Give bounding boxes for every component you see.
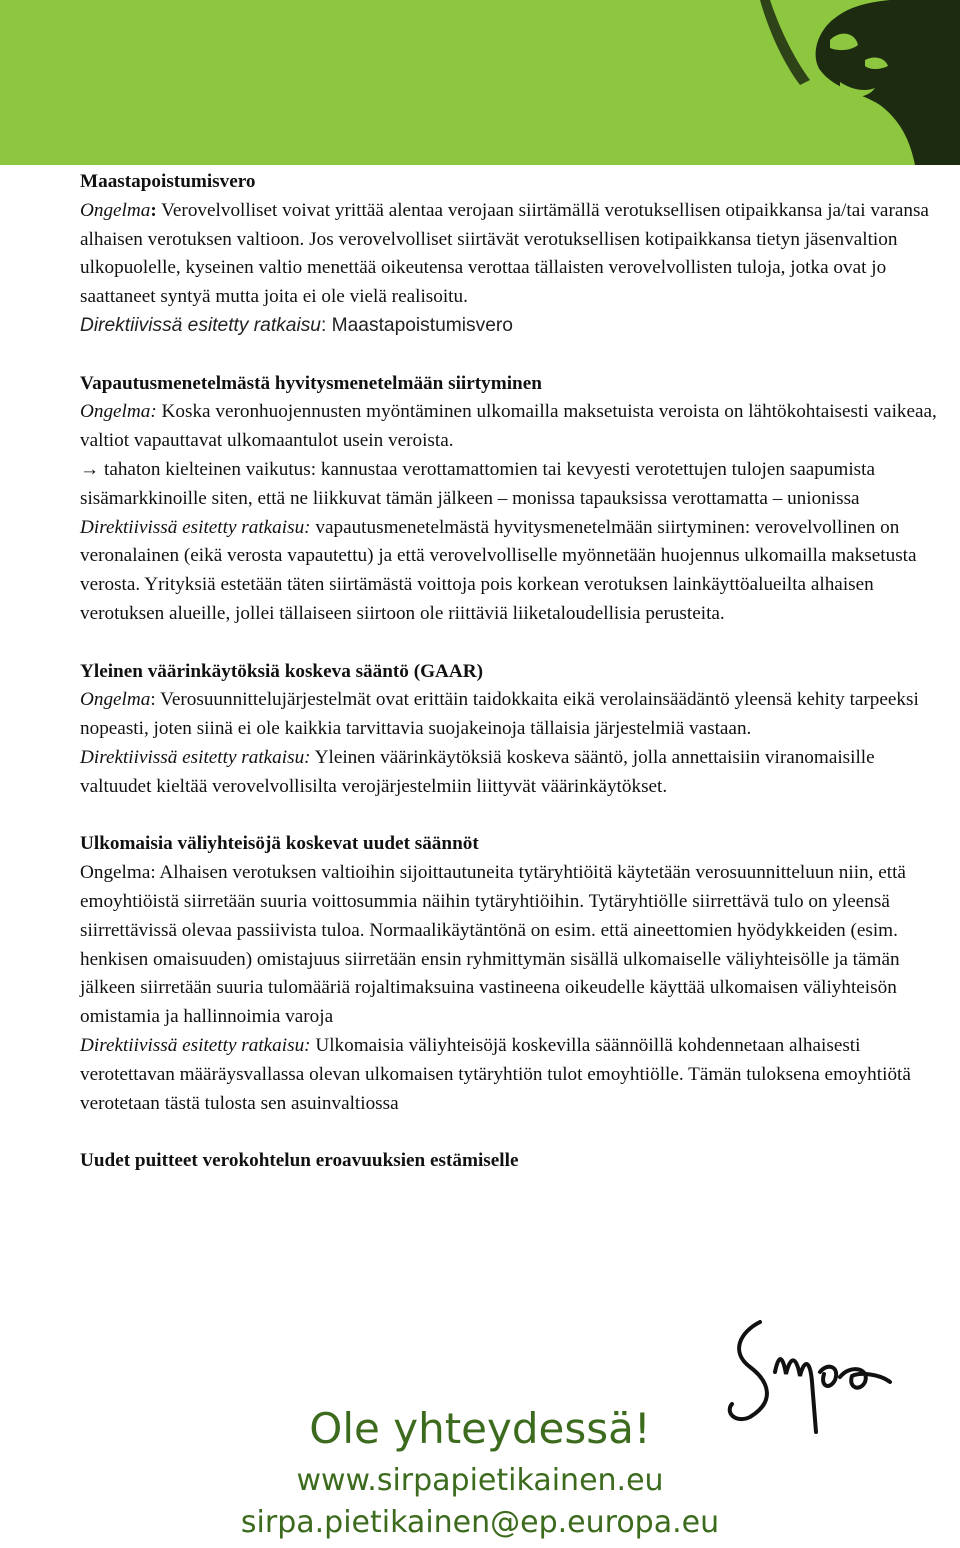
problem-text: Verovelvolliset voivat yrittää alentaa verojaan siirtämällä verotuksellisen otipaikkansa ja/tai varansa alhaisen verotuksen valtioon. bbox=[80, 199, 929, 250]
section-paragraph bbox=[80, 686, 950, 744]
website-link[interactable]: www.sirpapietikainen.eu bbox=[296, 1463, 664, 1498]
problem-label: Ongelma bbox=[80, 199, 151, 221]
problem-text: Koska veronhuojennusten myöntäminen ulkomailla maksetuista veroista on lähtökohtaisesti vaikeaa, valtiot vapauttavat ulkomaantulot usein veroista. bbox=[80, 401, 937, 452]
solution-paragraph bbox=[80, 744, 950, 802]
problem-colon: : bbox=[150, 199, 157, 221]
problem-label: Ongelma bbox=[80, 689, 151, 711]
solution-text: Yleinen väärinkäytöksiä koskeva sääntö, jolla annettaisiin viranomaisille valtuudet kieltää verovelvollisilta verojärjestelmiin liittyvät väärinkäytökset. bbox=[80, 746, 875, 797]
solution-text: : Maastapoistumisvero bbox=[320, 314, 513, 336]
problem-text: Ongelma: Alhaisen verotuksen valtioihin sijoittautuneita tytäryhtiöitä käytetään verosuunnitteluun niin, että emoyhtiöistä siirretään suuria voittosummia näihin tytäryhtiöihin. Tytäryhtiölle siirrettävä tulo on yleensä siirrettävissä olevaa passiivista tuloa. Normaalikäytäntönä on esim. että aineettomien hyödykkeiden (esim. henkisen omaisuuden) omistajuus siirretään ensin ryhmittymän sisällä ulkomaiselle väliyhteisölle ja tämän jälkeen siirretään suuria tulomääriä rojaltimaksuina vastineena oikeudelle käyttää ulkomaisen väliyhteisön omistamia ja hallinnoimia varoja bbox=[80, 862, 906, 1028]
section-cfc-rules bbox=[80, 830, 950, 1118]
solution-text: Ulkomaisia väliyhteisöjä koskevilla säännöillä kohdennetaan alhaisesti verotettavan määräysvallassa olevan ulkomaisen tytäryhtiön tulot emoyhtiölle. Tämän tuloksena emoyhtiötä verotetaan tästä tulosta sen asuinvaltiossa bbox=[80, 1034, 911, 1114]
section-hybrid-mismatches bbox=[80, 1147, 950, 1176]
section-heading: Uudet puitteet verokohtelun eroavuuksien estämiselle bbox=[80, 1150, 519, 1172]
section-paragraph bbox=[80, 398, 950, 456]
section-exit-tax bbox=[80, 168, 950, 341]
section-heading: Maastapoistumisvero bbox=[80, 171, 256, 192]
solution-paragraph bbox=[80, 312, 950, 341]
document-body bbox=[80, 168, 950, 1205]
section-gaar bbox=[80, 658, 950, 802]
section-paragraph bbox=[80, 197, 950, 312]
solution-label: Direktiivissä esitetty ratkaisu: bbox=[80, 516, 311, 538]
problem-text: : Verosuunnittelujärjestelmät ovat erittäin taidokkaita eikä verolainsäädäntö yleensä kehity tarpeeksi nopeasti, joten siinä ei ole kaikkia tarvittavia suojakeinoja tällaisia järjestelmiä vastaan. bbox=[80, 689, 919, 740]
effect-paragraph bbox=[80, 456, 950, 514]
section-heading: Ulkomaisia väliyhteisöjä koskevat uudet säännöt bbox=[80, 833, 479, 855]
solution-paragraph bbox=[80, 514, 950, 629]
solution-paragraph bbox=[80, 1032, 950, 1118]
solution-label: Direktiivissä esitetty ratkaisu: bbox=[80, 1034, 311, 1056]
solution-text: vapautusmenetelmästä hyvitysmenetelmään siirtyminen: verovelvollinen on veronalainen (eikä verosta vapautettu) ja että verovelvolliselle myönnetään huojennus ulkomailla maksetusta verosta. Yrityksiä estetään täten siirtämästä voittoja pois korkean verotuksen lainkäyttöalueilta alhaisen verotuksen alueille, jollei tällaiseen siirtoon ole riittäviä liiketaloudellisia perusteita. bbox=[80, 516, 917, 624]
arrow-right-icon: → bbox=[80, 458, 100, 480]
email-link[interactable]: sirpa.pietikainen@ep.europa.eu bbox=[240, 1505, 720, 1540]
section-heading: Yleinen väärinkäytöksiä koskeva sääntö (GAAR) bbox=[80, 660, 483, 682]
effect-text: tahaton kielteinen vaikutus: kannustaa verottamattomien tai kevyesti verotettujen tulojen saapumista sisämarkkinoille siten, että ne liikkuvat tämän jälkeen – monissa tapauksissa verottamatta – unionissa bbox=[80, 458, 875, 509]
problem-label: Ongelma: bbox=[80, 401, 157, 423]
portrait-silhouette-image bbox=[740, 0, 960, 165]
section-switch-over bbox=[80, 370, 950, 629]
solution-label: Direktiivissä esitetty ratkaisu bbox=[80, 314, 321, 336]
contact-heading: Ole yhteydessä! bbox=[309, 1404, 651, 1453]
solution-label: Direktiivissä esitetty ratkaisu: bbox=[80, 746, 311, 768]
problem-text-continued: Jos verovelvolliset siirtävät verotuksellisen kotipaikkansa tietyn jäsenvaltion ulkopuolelle, kyseinen valtio menettää oikeutensa verottaa tällaisten verovelvollisten tuloja, jotka ovat jo saattaneet syntyä mutta joita ei ole vielä realisoitu. bbox=[80, 228, 898, 308]
section-heading: Vapautusmenetelmästä hyvitysmenetelmään siirtyminen bbox=[80, 372, 542, 394]
header-banner bbox=[0, 0, 960, 165]
